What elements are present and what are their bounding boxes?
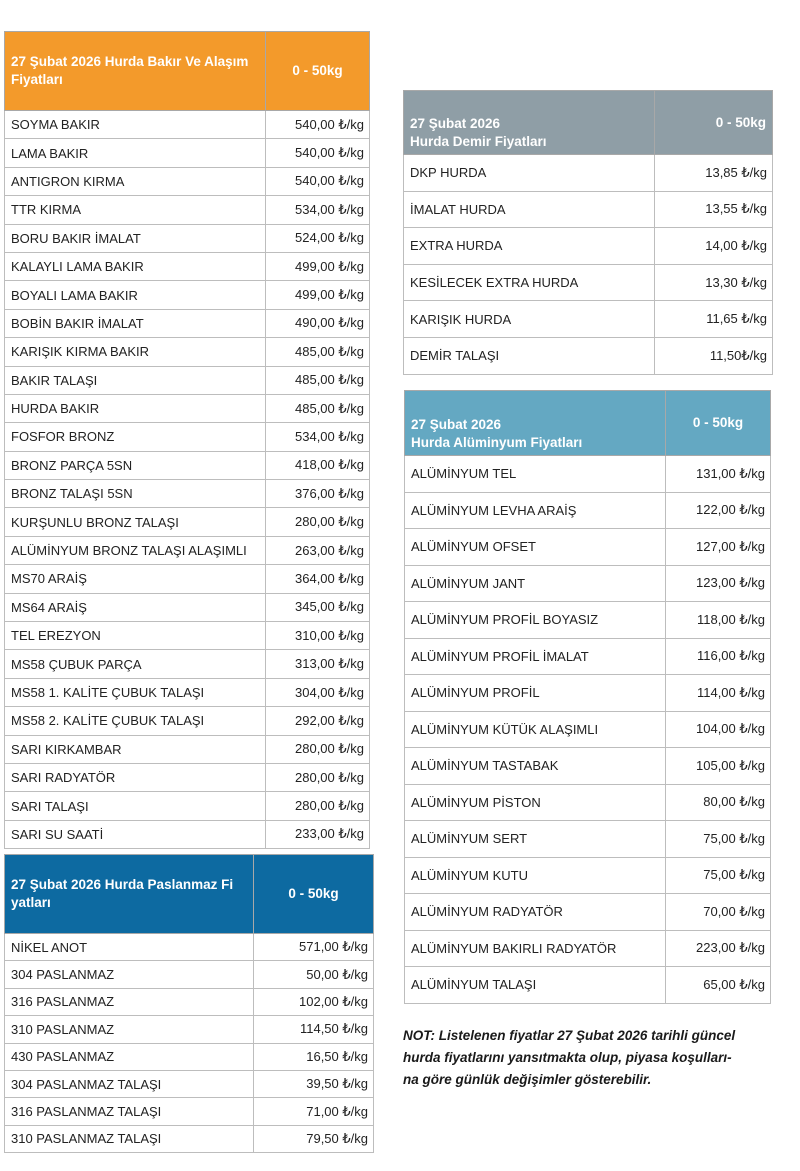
table-row [405, 857, 771, 894]
material-price: 65,00 ₺/kg [666, 967, 771, 1004]
table-row [405, 565, 771, 602]
material-name: ALÜMİNYUM KÜTÜK ALAŞIMLI [405, 711, 666, 748]
table-row [5, 622, 370, 650]
material-price: 485,00 ₺/kg [266, 394, 370, 422]
material-name: BOYALI LAMA BAKIR [5, 281, 266, 309]
material-price: 304,00 ₺/kg [266, 678, 370, 706]
table-row [405, 894, 771, 931]
material-name: SARI KIRKAMBAR [5, 735, 266, 763]
material-price: 123,00 ₺/kg [666, 565, 771, 602]
table-row [5, 196, 370, 224]
material-name: MS58 ÇUBUK PARÇA [5, 650, 266, 678]
table-row [404, 301, 773, 338]
material-price: 70,00 ₺/kg [666, 894, 771, 931]
aluminium-table-title [405, 391, 666, 456]
material-name: SARI TALAŞI [5, 792, 266, 820]
table-row [404, 337, 773, 374]
material-price: 116,00 ₺/kg [666, 638, 771, 675]
material-price: 534,00 ₺/kg [266, 423, 370, 451]
material-price: 118,00 ₺/kg [666, 602, 771, 639]
table-row [5, 1070, 374, 1097]
material-price: 75,00 ₺/kg [666, 857, 771, 894]
table-row [5, 423, 370, 451]
stainless-rows [5, 934, 374, 1153]
material-name: KESİLECEK EXTRA HURDA [404, 264, 655, 301]
material-name: NİKEL ANOT [5, 934, 254, 961]
material-price: 11,50₺/kg [655, 337, 773, 374]
material-name: ALÜMİNYUM TEL [405, 456, 666, 493]
material-name: KALAYLI LAMA BAKIR [5, 252, 266, 280]
copper-rows [5, 111, 370, 849]
material-price: 233,00 ₺/kg [266, 820, 370, 848]
material-price: 540,00 ₺/kg [266, 167, 370, 195]
material-name: MS58 1. KALİTE ÇUBUK TALAŞI [5, 678, 266, 706]
material-price: 131,00 ₺/kg [666, 456, 771, 493]
material-price: 534,00 ₺/kg [266, 196, 370, 224]
table-row [405, 602, 771, 639]
aluminium-title-line2: Hurda Alüminyum Fiyatları [411, 435, 583, 450]
iron-price-table [403, 90, 773, 375]
table-row [5, 1125, 374, 1152]
table-row [404, 264, 773, 301]
material-price: 571,00 ₺/kg [254, 934, 374, 961]
material-name: DKP HURDA [404, 155, 655, 192]
table-row [405, 638, 771, 675]
stainless-header-row [5, 855, 374, 934]
table-row [5, 508, 370, 536]
material-name: 310 PASLANMAZ [5, 1016, 254, 1043]
table-row [5, 650, 370, 678]
table-row [405, 456, 771, 493]
table-row [404, 191, 773, 228]
material-name: 304 PASLANMAZ [5, 961, 254, 988]
material-name: MS58 2. KALİTE ÇUBUK TALAŞI [5, 707, 266, 735]
material-name: 430 PASLANMAZ [5, 1043, 254, 1070]
table-row [5, 394, 370, 422]
table-row [5, 678, 370, 706]
table-row [5, 1016, 374, 1043]
material-name: LAMA BAKIR [5, 139, 266, 167]
material-price: 114,50 ₺/kg [254, 1016, 374, 1043]
material-price: 490,00 ₺/kg [266, 309, 370, 337]
iron-header-row [404, 91, 773, 155]
copper-header-row [5, 32, 370, 111]
material-price: 16,50 ₺/kg [254, 1043, 374, 1070]
material-price: 280,00 ₺/kg [266, 763, 370, 791]
material-name: BOBİN BAKIR İMALAT [5, 309, 266, 337]
material-price: 223,00 ₺/kg [666, 930, 771, 967]
table-row [5, 707, 370, 735]
material-name: 310 PASLANMAZ TALAŞI [5, 1125, 254, 1152]
material-price: 540,00 ₺/kg [266, 139, 370, 167]
material-price: 14,00 ₺/kg [655, 228, 773, 265]
table-row [405, 675, 771, 712]
material-name: 304 PASLANMAZ TALAŞI [5, 1070, 254, 1097]
material-price: 75,00 ₺/kg [666, 821, 771, 858]
material-price: 310,00 ₺/kg [266, 622, 370, 650]
table-row [5, 366, 370, 394]
stainless-weight-range: 0 - 50kg [254, 855, 374, 934]
table-row [5, 309, 370, 337]
material-name: TTR KIRMA [5, 196, 266, 224]
material-price: 376,00 ₺/kg [266, 480, 370, 508]
material-name: ALÜMİNYUM SERT [405, 821, 666, 858]
material-price: 79,50 ₺/kg [254, 1125, 374, 1152]
material-name: İMALAT HURDA [404, 191, 655, 228]
material-name: SARI SU SAATİ [5, 820, 266, 848]
material-price: 499,00 ₺/kg [266, 281, 370, 309]
material-name: SARI RADYATÖR [5, 763, 266, 791]
material-price: 13,55 ₺/kg [655, 191, 773, 228]
material-price: 540,00 ₺/kg [266, 111, 370, 139]
material-price: 280,00 ₺/kg [266, 735, 370, 763]
table-row [5, 1098, 374, 1125]
iron-title-line1: 27 Şubat 2026 [410, 116, 501, 131]
table-row [5, 961, 374, 988]
material-name: DEMİR TALAŞI [404, 337, 655, 374]
material-name: ALÜMİNYUM JANT [405, 565, 666, 602]
material-name: BRONZ TALAŞI 5SN [5, 480, 266, 508]
material-name: BAKIR TALAŞI [5, 366, 266, 394]
table-row [404, 155, 773, 192]
material-name: ALÜMİNYUM PROFİL İMALAT [405, 638, 666, 675]
material-price: 105,00 ₺/kg [666, 748, 771, 785]
note-line-3: na göre günlük değişimler gösterebilir. [403, 1072, 652, 1087]
table-row [5, 1043, 374, 1070]
material-price: 71,00 ₺/kg [254, 1098, 374, 1125]
material-name: HURDA BAKIR [5, 394, 266, 422]
aluminium-price-table [404, 390, 771, 1004]
material-name: ANTIGRON KIRMA [5, 167, 266, 195]
table-row [405, 711, 771, 748]
stainless-table-title: 27 Şubat 2026 Hurda Paslanmaz Fi yatları [5, 855, 254, 934]
material-price: 122,00 ₺/kg [666, 492, 771, 529]
material-price: 485,00 ₺/kg [266, 366, 370, 394]
material-price: 313,00 ₺/kg [266, 650, 370, 678]
table-row [404, 228, 773, 265]
material-name: KARIŞIK KIRMA BAKIR [5, 338, 266, 366]
material-price: 50,00 ₺/kg [254, 961, 374, 988]
table-row [5, 480, 370, 508]
table-row [5, 792, 370, 820]
material-price: 263,00 ₺/kg [266, 536, 370, 564]
aluminium-header-row [405, 391, 771, 456]
table-row [5, 536, 370, 564]
iron-table-title [404, 91, 655, 155]
material-name: MS64 ARAİŞ [5, 593, 266, 621]
table-row [5, 252, 370, 280]
material-name: SOYMA BAKIR [5, 111, 266, 139]
table-row [5, 934, 374, 961]
material-price: 104,00 ₺/kg [666, 711, 771, 748]
material-price: 127,00 ₺/kg [666, 529, 771, 566]
material-price: 364,00 ₺/kg [266, 565, 370, 593]
price-disclaimer-note [403, 1025, 775, 1091]
table-row [405, 529, 771, 566]
table-row [5, 281, 370, 309]
table-row [5, 593, 370, 621]
material-name: ALÜMİNYUM TALAŞI [405, 967, 666, 1004]
table-row [405, 492, 771, 529]
stainless-price-table [4, 854, 374, 1153]
table-row [5, 735, 370, 763]
material-price: 418,00 ₺/kg [266, 451, 370, 479]
table-row [5, 111, 370, 139]
material-name: BORU BAKIR İMALAT [5, 224, 266, 252]
table-row [5, 565, 370, 593]
material-name: TEL EREZYON [5, 622, 266, 650]
material-name: MS70 ARAİŞ [5, 565, 266, 593]
material-price: 485,00 ₺/kg [266, 338, 370, 366]
table-row [405, 821, 771, 858]
copper-weight-range: 0 - 50kg [266, 32, 370, 111]
copper-price-table [4, 31, 370, 849]
aluminium-weight-range: 0 - 50kg [666, 391, 771, 456]
table-row [5, 820, 370, 848]
material-price: 114,00 ₺/kg [666, 675, 771, 712]
copper-table-title: 27 Şubat 2026 Hurda Bakır Ve Alaşım Fiyatları [5, 32, 266, 111]
table-row [5, 224, 370, 252]
material-name: 316 PASLANMAZ [5, 988, 254, 1015]
material-name: KARIŞIK HURDA [404, 301, 655, 338]
material-price: 13,85 ₺/kg [655, 155, 773, 192]
material-name: ALÜMİNYUM TASTABAK [405, 748, 666, 785]
iron-title-line2: Hurda Demir Fiyatları [410, 134, 547, 149]
material-name: ALÜMİNYUM PİSTON [405, 784, 666, 821]
material-name: 316 PASLANMAZ TALAŞI [5, 1098, 254, 1125]
material-price: 80,00 ₺/kg [666, 784, 771, 821]
material-name: EXTRA HURDA [404, 228, 655, 265]
material-name: ALÜMİNYUM KUTU [405, 857, 666, 894]
material-price: 345,00 ₺/kg [266, 593, 370, 621]
material-price: 292,00 ₺/kg [266, 707, 370, 735]
material-price: 11,65 ₺/kg [655, 301, 773, 338]
table-row [405, 748, 771, 785]
material-name: ALÜMİNYUM BRONZ TALAŞI ALAŞIMLI [5, 536, 266, 564]
material-price: 13,30 ₺/kg [655, 264, 773, 301]
material-price: 280,00 ₺/kg [266, 508, 370, 536]
material-price: 524,00 ₺/kg [266, 224, 370, 252]
material-name: ALÜMİNYUM LEVHA ARAİŞ [405, 492, 666, 529]
note-line-1: NOT: Listelenen fiyatlar 27 Şubat 2026 tarihli güncel [403, 1028, 736, 1043]
material-name: ALÜMİNYUM BAKIRLI RADYATÖR [405, 930, 666, 967]
table-row [405, 784, 771, 821]
iron-rows [404, 155, 773, 375]
table-row [405, 930, 771, 967]
table-row [405, 967, 771, 1004]
material-name: ALÜMİNYUM PROFİL [405, 675, 666, 712]
material-name: FOSFOR BRONZ [5, 423, 266, 451]
material-name: ALÜMİNYUM OFSET [405, 529, 666, 566]
material-price: 499,00 ₺/kg [266, 252, 370, 280]
material-price: 39,50 ₺/kg [254, 1070, 374, 1097]
aluminium-title-line1: 27 Şubat 2026 [411, 417, 502, 432]
aluminium-rows [405, 456, 771, 1004]
table-row [5, 139, 370, 167]
iron-weight-range: 0 - 50kg [655, 91, 773, 155]
note-line-2: hurda fiyatlarını yansıtmakta olup, piyasa koşulları- [403, 1050, 732, 1065]
table-row [5, 988, 374, 1015]
material-name: ALÜMİNYUM PROFİL BOYASIZ [405, 602, 666, 639]
table-row [5, 167, 370, 195]
material-price: 102,00 ₺/kg [254, 988, 374, 1015]
table-row [5, 451, 370, 479]
table-row [5, 763, 370, 791]
material-name: BRONZ PARÇA 5SN [5, 451, 266, 479]
material-name: KURŞUNLU BRONZ TALAŞI [5, 508, 266, 536]
material-price: 280,00 ₺/kg [266, 792, 370, 820]
table-row [5, 338, 370, 366]
material-name: ALÜMİNYUM RADYATÖR [405, 894, 666, 931]
